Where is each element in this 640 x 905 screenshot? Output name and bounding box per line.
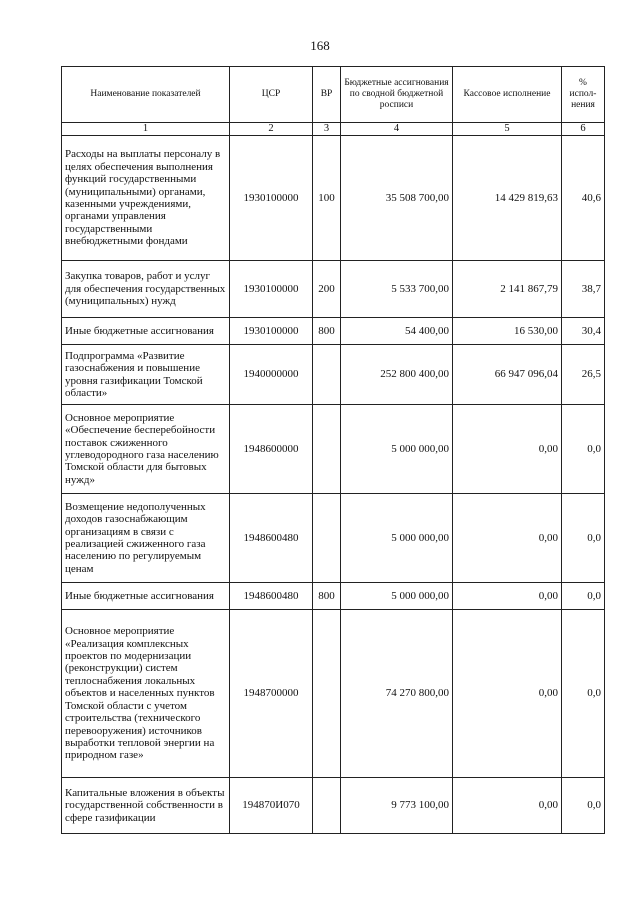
row-cash: 0,00 xyxy=(453,778,562,834)
header-vr: ВР xyxy=(313,67,341,123)
table-row xyxy=(62,778,605,834)
row-pct: 0,0 xyxy=(562,583,605,610)
row-vr xyxy=(313,405,341,494)
header-pct xyxy=(562,67,605,123)
header-pct-text: испол-нения xyxy=(569,89,597,110)
row-name: Подпрограмма «Развитие газоснабжения и повышение уровня газификации Томской области» xyxy=(62,345,230,405)
row-budget: 74 270 800,00 xyxy=(341,610,453,778)
table-header-row xyxy=(62,67,605,123)
row-vr xyxy=(313,778,341,834)
row-vr xyxy=(313,494,341,583)
row-pct: 0,0 xyxy=(562,610,605,778)
row-cash: 0,00 xyxy=(453,583,562,610)
row-pct: 0,0 xyxy=(562,405,605,494)
row-budget: 5 000 000,00 xyxy=(341,494,453,583)
row-name: Возмещение недополученных доходов газоснабжающим организациям в связи с реализацией сжиженного газа населению по регулируемым ценам xyxy=(62,494,230,583)
row-name: Основное мероприятие «Обеспечение бесперебойности поставок сжиженного углеводородного газа населению Томской области для бытовых нужд» xyxy=(62,405,230,494)
row-name: Основное мероприятие «Реализация комплексных проектов по модернизации (реконструкции) систем теплоснабжения локальных объектов и населенных пунктов Томской области с учетом строительства (технического перевооружения) источников выработки тепловой энергии на природном газе» xyxy=(62,610,230,778)
column-number-row xyxy=(62,123,605,136)
row-budget: 5 000 000,00 xyxy=(341,583,453,610)
row-cash: 66 947 096,04 xyxy=(453,345,562,405)
row-vr: 200 xyxy=(313,261,341,318)
row-budget: 35 508 700,00 xyxy=(341,136,453,261)
row-cash: 14 429 819,63 xyxy=(453,136,562,261)
column-number: 4 xyxy=(341,123,453,136)
row-name: Капитальные вложения в объекты государственной собственности в сфере газификации xyxy=(62,778,230,834)
table-row xyxy=(62,405,605,494)
table-row xyxy=(62,261,605,318)
table-row xyxy=(62,494,605,583)
row-pct: 26,5 xyxy=(562,345,605,405)
table-row xyxy=(62,318,605,345)
row-vr xyxy=(313,345,341,405)
row-csr: 194870И070 xyxy=(230,778,313,834)
row-budget: 252 800 400,00 xyxy=(341,345,453,405)
header-budget: Бюджетные ассигнования по сводной бюджетной росписи xyxy=(341,67,453,123)
row-name: Расходы на выплаты персоналу в целях обеспечения выполнения функций государственными (муниципальными) органами, казенными учреждениями, органами управления государственными внебюджетными фондами xyxy=(62,136,230,261)
row-cash: 16 530,00 xyxy=(453,318,562,345)
row-vr: 800 xyxy=(313,318,341,345)
row-csr: 1948600000 xyxy=(230,405,313,494)
row-vr xyxy=(313,610,341,778)
row-cash: 2 141 867,79 xyxy=(453,261,562,318)
row-name: Закупка товаров, работ и услуг для обеспечения государственных (муниципальных) нужд xyxy=(62,261,230,318)
table-row xyxy=(62,345,605,405)
row-pct: 0,0 xyxy=(562,494,605,583)
row-csr: 1948700000 xyxy=(230,610,313,778)
table-row xyxy=(62,136,605,261)
row-csr: 1948600480 xyxy=(230,583,313,610)
row-csr: 1940000000 xyxy=(230,345,313,405)
row-pct: 30,4 xyxy=(562,318,605,345)
row-pct: 40,6 xyxy=(562,136,605,261)
column-number: 2 xyxy=(230,123,313,136)
row-name: Иные бюджетные ассигнования xyxy=(62,583,230,610)
row-csr: 1930100000 xyxy=(230,136,313,261)
header-name: Наименование показателей xyxy=(62,67,230,123)
row-vr: 100 xyxy=(313,136,341,261)
column-number: 5 xyxy=(453,123,562,136)
row-cash: 0,00 xyxy=(453,405,562,494)
row-csr: 1930100000 xyxy=(230,318,313,345)
table-row xyxy=(62,583,605,610)
header-cash: Кассовое исполнение xyxy=(453,67,562,123)
row-budget: 5 000 000,00 xyxy=(341,405,453,494)
row-csr: 1948600480 xyxy=(230,494,313,583)
row-pct: 0,0 xyxy=(562,778,605,834)
page-number: 168 xyxy=(310,38,330,53)
row-csr: 1930100000 xyxy=(230,261,313,318)
column-number: 3 xyxy=(313,123,341,136)
column-number: 6 xyxy=(562,123,605,136)
table-row xyxy=(62,610,605,778)
row-budget: 5 533 700,00 xyxy=(341,261,453,318)
budget-execution-table xyxy=(61,66,605,834)
column-number: 1 xyxy=(62,123,230,136)
row-pct: 38,7 xyxy=(562,261,605,318)
row-vr: 800 xyxy=(313,583,341,610)
header-csr: ЦСР xyxy=(230,67,313,123)
row-name: Иные бюджетные ассигнования xyxy=(62,318,230,345)
header-pct-symbol: % xyxy=(579,78,587,88)
row-budget: 54 400,00 xyxy=(341,318,453,345)
row-cash: 0,00 xyxy=(453,610,562,778)
row-budget: 9 773 100,00 xyxy=(341,778,453,834)
row-cash: 0,00 xyxy=(453,494,562,583)
